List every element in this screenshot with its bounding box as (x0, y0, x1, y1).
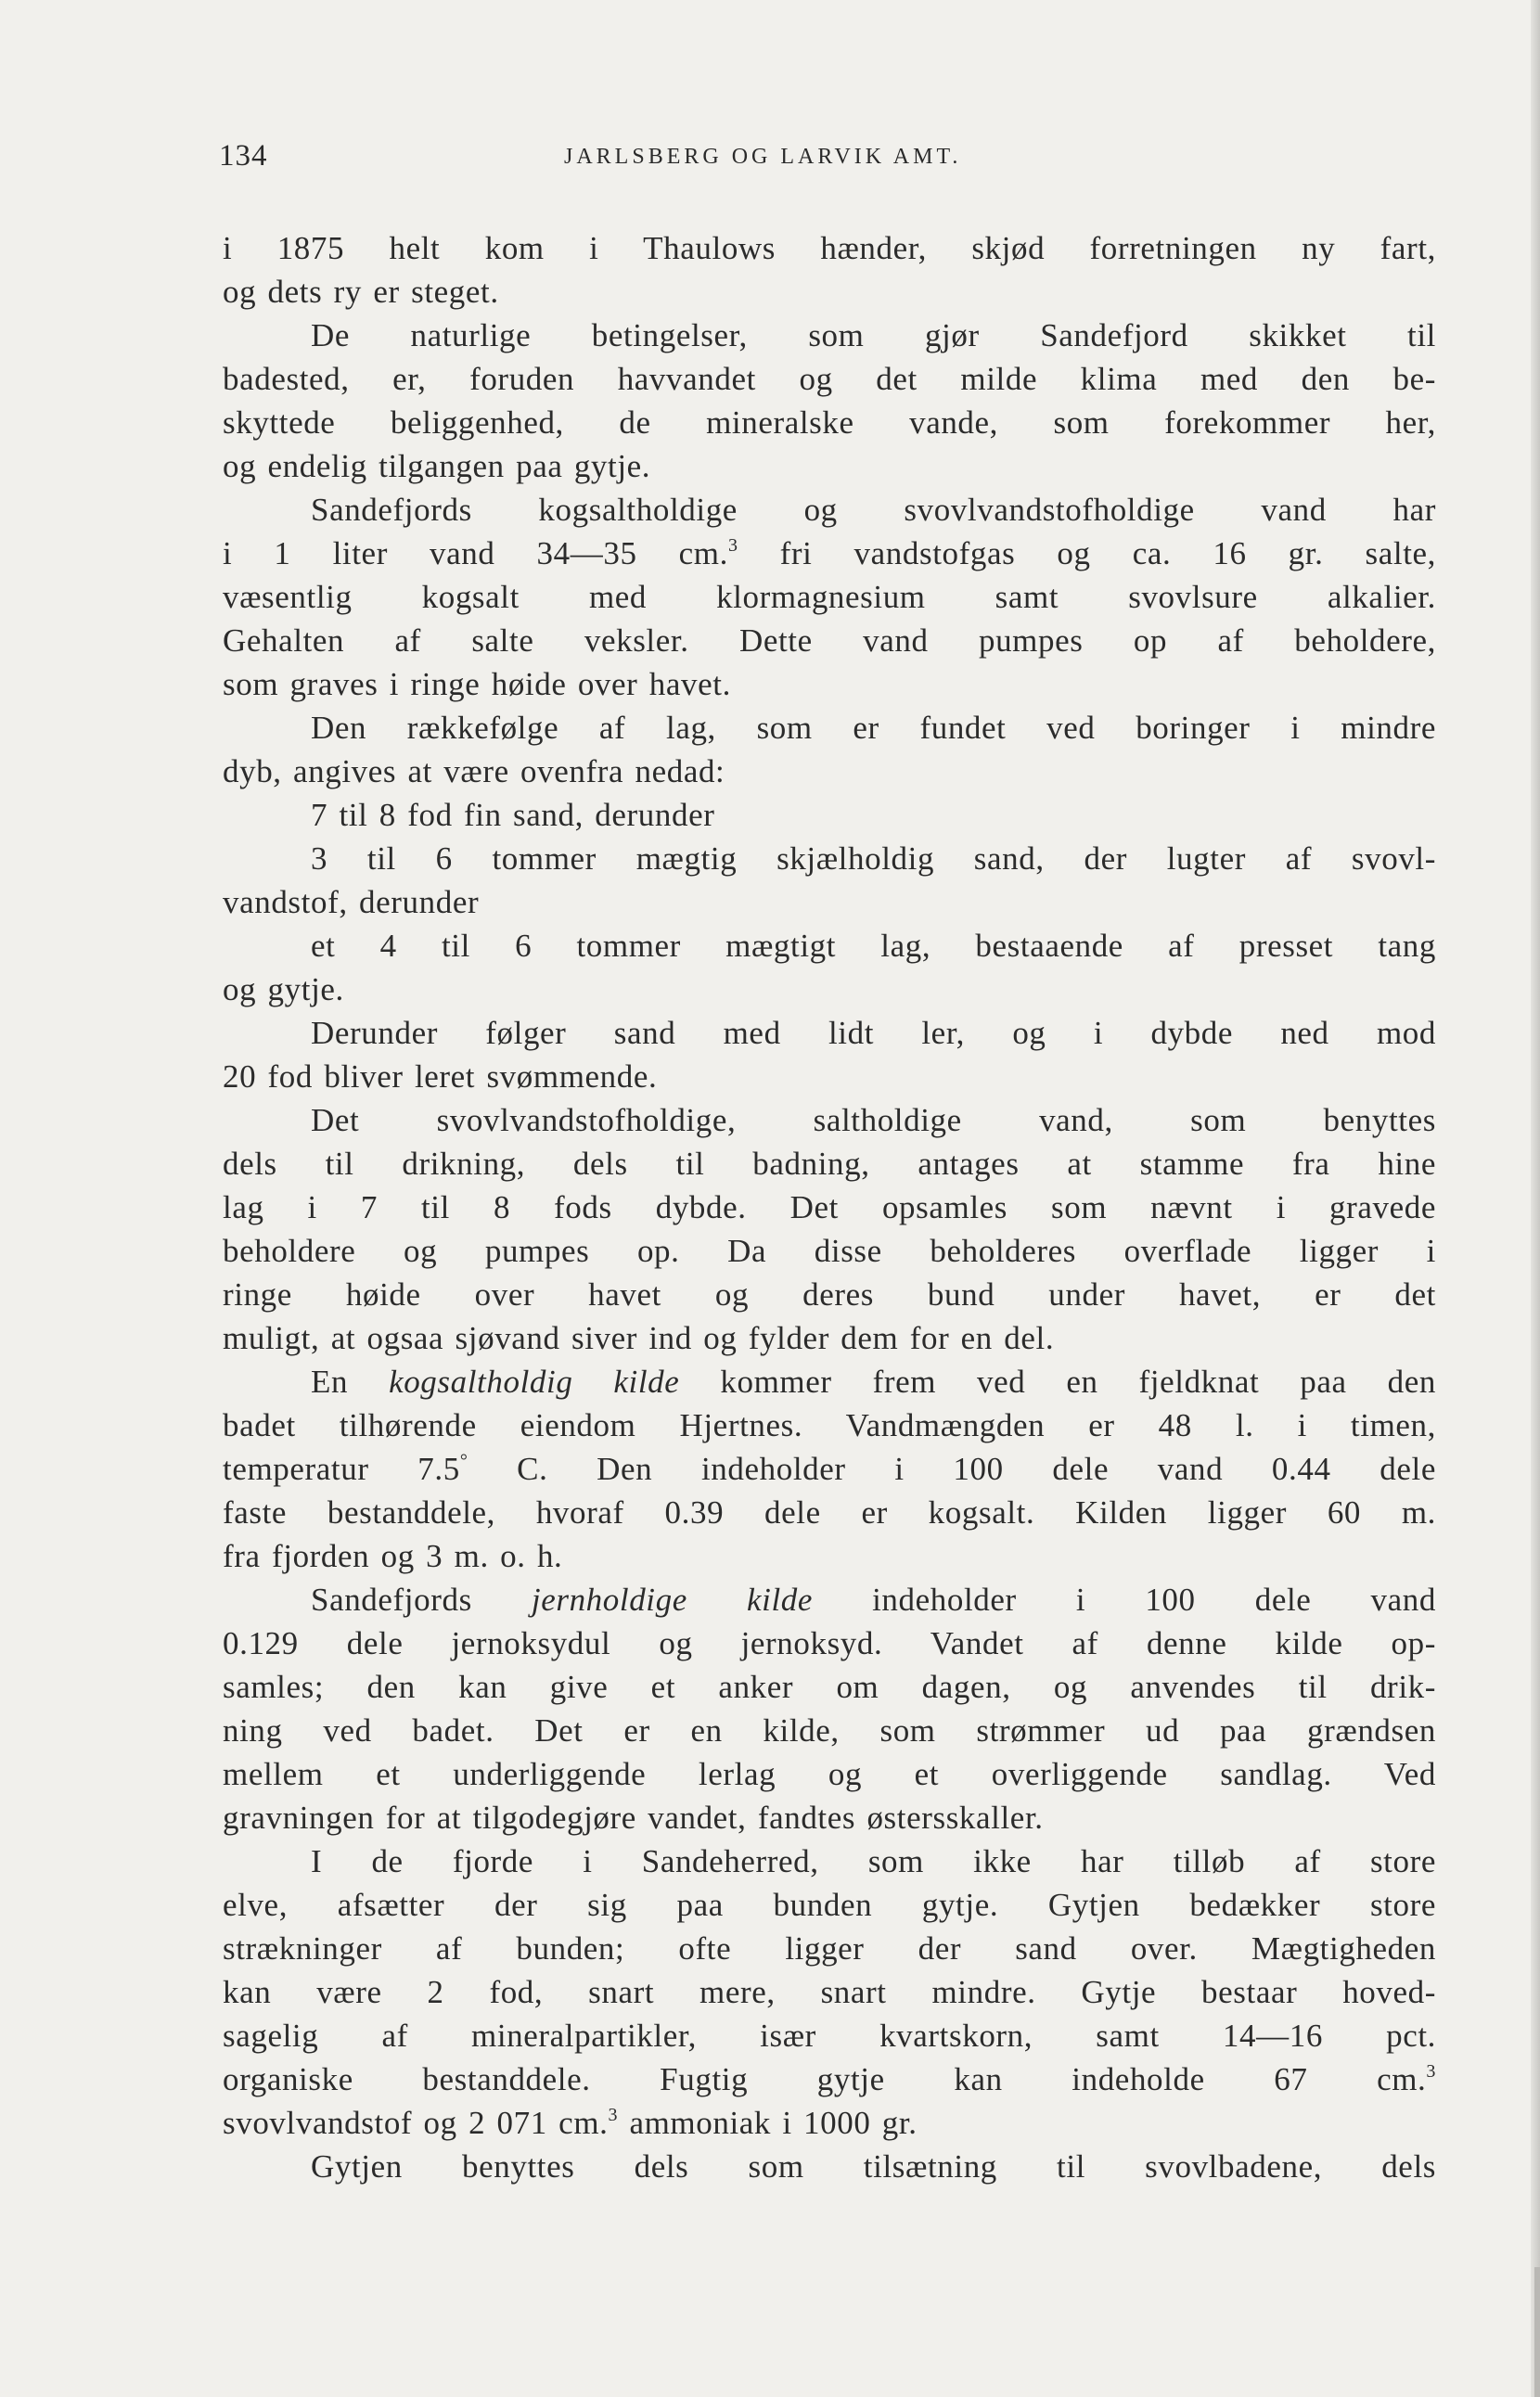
text-line: Den rækkefølge af lag, som er fundet ved boringer i mindre (311, 710, 1436, 746)
running-head: JARLSBERG OG LARVIK AMT. (564, 145, 962, 169)
text-line: 0.129 dele jernoksydul og jernoksyd. Vandet af denne kilde op- (223, 1625, 1436, 1661)
text-line: dels til drikning, dels til badning, antages at stamme fra hine (223, 1146, 1436, 1182)
text-line: faste bestanddele, hvoraf 0.39 dele er kogsalt. Kilden ligger 60 m. (223, 1494, 1436, 1531)
text-line: samles; den kan give et anker om dagen, og anvendes til drik- (223, 1669, 1436, 1705)
text-line: organiske bestanddele. Fugtig gytje kan indeholde 67 cm.$^3$ (223, 2061, 1436, 2097)
text-line: dyb, angives at være ovenfra nedad: (223, 753, 725, 789)
text-line: sagelig af mineralpartikler, især kvartskorn, samt 14—16 pct. (223, 2018, 1436, 2054)
text-line: og endelig tilgangen paa gytje. (223, 448, 651, 484)
text-line: badested, er, foruden havvandet og det milde klima med den be- (223, 361, 1436, 397)
text-line: og dets ry er steget. (223, 274, 499, 310)
text-line: Gehalten af salte veksler. Dette vand pumpes op af beholdere, (223, 622, 1436, 659)
text-line: kan være 2 fod, snart mere, snart mindre. Gytje bestaar hoved- (223, 1974, 1436, 2010)
text-line: som graves i ringe høide over havet. (223, 666, 731, 702)
page-number: 134 (219, 139, 268, 173)
text-line: gravningen for at tilgodegjøre vandet, fandtes østersskaller. (223, 1800, 1044, 1836)
text-line: Sandefjords jernholdige kilde indeholder i 100 dele vand (311, 1582, 1436, 1618)
text-line: i 1875 helt kom i Thaulows hænder, skjød forretningen ny fart, (223, 230, 1436, 266)
text-line: svovlvandstof og 2 071 cm.$^3$ ammoniak i 1000 gr. (223, 2105, 918, 2141)
body-text (223, 226, 1436, 2188)
page-header (219, 139, 1436, 186)
text-line: 7 til 8 fod fin sand, derunder (311, 797, 715, 833)
text-line: i 1 liter vand 34—35 cm.$^3$ fri vandstofgas og ca. 16 gr. salte, (223, 535, 1437, 571)
page-edge-shadow (1534, 2267, 1540, 2397)
text-line: Gytjen benyttes dels som tilsætning til svovlbadene, dels (311, 2148, 1436, 2185)
text-line: De naturlige betingelser, som gjør Sandefjord skikket til (311, 317, 1436, 353)
text-line: muligt, at ogsaa sjøvand siver ind og fylder dem for en del. (223, 1320, 1055, 1356)
text-line: badet tilhørende eiendom Hjertnes. Vandmængden er 48 l. i timen, (223, 1407, 1436, 1443)
text-line: væsentlig kogsalt med klormagnesium samt svovlsure alkalier. (223, 579, 1436, 615)
text-line: I de fjorde i Sandeherred, som ikke har tilløb af store (311, 1843, 1436, 1879)
text-line: fra fjorden og 3 m. o. h. (223, 1538, 563, 1574)
text-line: elve, afsætter der sig paa bunden gytje. Gytjen bedækker store (223, 1887, 1436, 1923)
text-line: lag i 7 til 8 fods dybde. Det opsamles som nævnt i gravede (223, 1189, 1436, 1225)
text-line: ringe høide over havet og deres bund under havet, er det (223, 1276, 1436, 1313)
text-line: strækninger af bunden; ofte ligger der sand over. Mægtigheden (223, 1930, 1436, 1967)
page-edge (1531, 0, 1540, 2397)
text-line: Det svovlvandstofholdige, saltholdige vand, som benyttes (311, 1102, 1436, 1138)
text-line: vandstof, derunder (223, 884, 480, 920)
text-line: Sandefjords kogsaltholdige og svovlvandstofholdige vand har (311, 492, 1436, 528)
text-line: et 4 til 6 tommer mægtigt lag, bestaaende af presset tang (311, 928, 1436, 964)
text-line: skyttede beliggenhed, de mineralske vande, som forekommer her, (223, 404, 1436, 441)
text-line: ning ved badet. Det er en kilde, som strømmer ud paa grændsen (223, 1712, 1436, 1749)
text-line: mellem et underliggende lerlag og et overliggende sandlag. Ved (223, 1756, 1436, 1792)
text-line: beholdere og pumpes op. Da disse beholderes overflade ligger i (223, 1233, 1436, 1269)
text-line: og gytje. (223, 971, 344, 1007)
text-line: Derunder følger sand med lidt ler, og i dybde ned mod (311, 1015, 1436, 1051)
text-line: En kogsaltholdig kilde kommer frem ved en fjeldknat paa den (311, 1364, 1436, 1400)
text-line: temperatur 7.5° C. Den indeholder i 100 dele vand 0.44 dele (223, 1451, 1436, 1487)
text-line: 20 fod bliver leret svømmende. (223, 1058, 658, 1095)
text-line: 3 til 6 tommer mægtig skjælholdig sand, der lugter af svovl- (311, 840, 1436, 877)
